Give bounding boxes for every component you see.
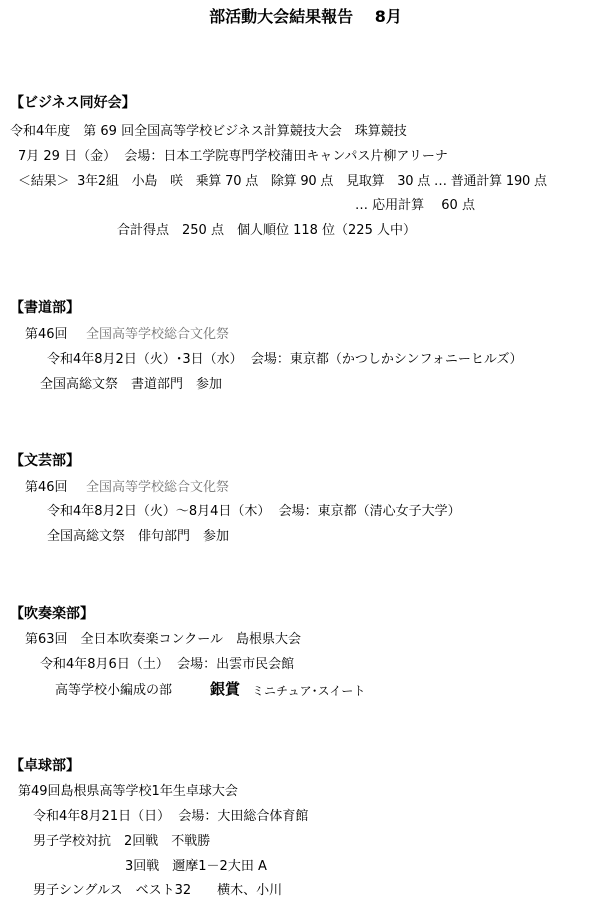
result-line: 3回戦 邇摩1－2大田 A bbox=[125, 859, 267, 874]
event-date-venue: 令和4年8月2日（火）～8月4日（木） 会場：東京都（清心女子大学） bbox=[47, 504, 461, 519]
event-name: 全国高等学校総合文化祭 bbox=[86, 480, 230, 495]
division-label: 高等学校小編成の部 bbox=[55, 683, 173, 698]
event-name: 令和4年度 第 69 回全国高等学校ビジネス計算競技大会 珠算競技 bbox=[10, 124, 407, 139]
result-line: 男子シングルス ベスト32 横木、小川 bbox=[33, 883, 283, 898]
event-date-venue: 7月 29 日（金） 会場：日本工学院専門学校蒲田キャンパス片柳アリーナ bbox=[18, 149, 448, 164]
section-heading: 【卓球部】 bbox=[10, 758, 80, 774]
award-badge: 銀賞 bbox=[210, 680, 241, 698]
result-line: ＜結果＞ 3年2組 小島 咲 乗算 70 点 除算 90 点 見取算 30 点 … 普通計算 190 点 bbox=[18, 174, 547, 189]
result-total: 合計得点 250 点 個人順位 118 位（225 人中） bbox=[117, 223, 416, 238]
event-number: 第46回 bbox=[25, 480, 68, 495]
result-line: … 応用計算 60 点 bbox=[355, 198, 475, 213]
event-name: 第49回島根県高等学校1年生卓球大会 bbox=[18, 784, 238, 799]
section-heading: 【吹奏楽部】 bbox=[10, 606, 94, 622]
section-heading: 【書道部】 bbox=[10, 300, 80, 316]
section-heading: 【ビジネス同好会】 bbox=[10, 95, 136, 111]
event-name: 第63回 全日本吹奏楽コンクール 島根県大会 bbox=[25, 632, 302, 647]
event-date-venue: 令和4年8月21日（日） 会場：大田総合体育館 bbox=[33, 809, 309, 824]
event-date-venue: 令和4年8月6日（土） 会場：出雲市民会館 bbox=[40, 657, 295, 672]
piece-title: ミニチュア･スイート bbox=[252, 684, 366, 698]
result-line: 男子学校対抗 2回戦 不戦勝 bbox=[33, 834, 211, 849]
event-name: 全国高等学校総合文化祭 bbox=[86, 327, 230, 342]
result-line: 全国高総文祭 書道部門 参加 bbox=[40, 377, 223, 392]
event-number: 第46回 bbox=[25, 327, 68, 342]
page-title: 部活動大会結果報告 8月 bbox=[209, 7, 402, 26]
event-date-venue: 令和4年8月2日（火）･3日（水） 会場：東京都（かつしかシンフォニーヒルズ） bbox=[47, 352, 523, 367]
section-heading: 【文芸部】 bbox=[10, 453, 80, 469]
result-line: 全国高総文祭 俳句部門 参加 bbox=[47, 529, 230, 544]
